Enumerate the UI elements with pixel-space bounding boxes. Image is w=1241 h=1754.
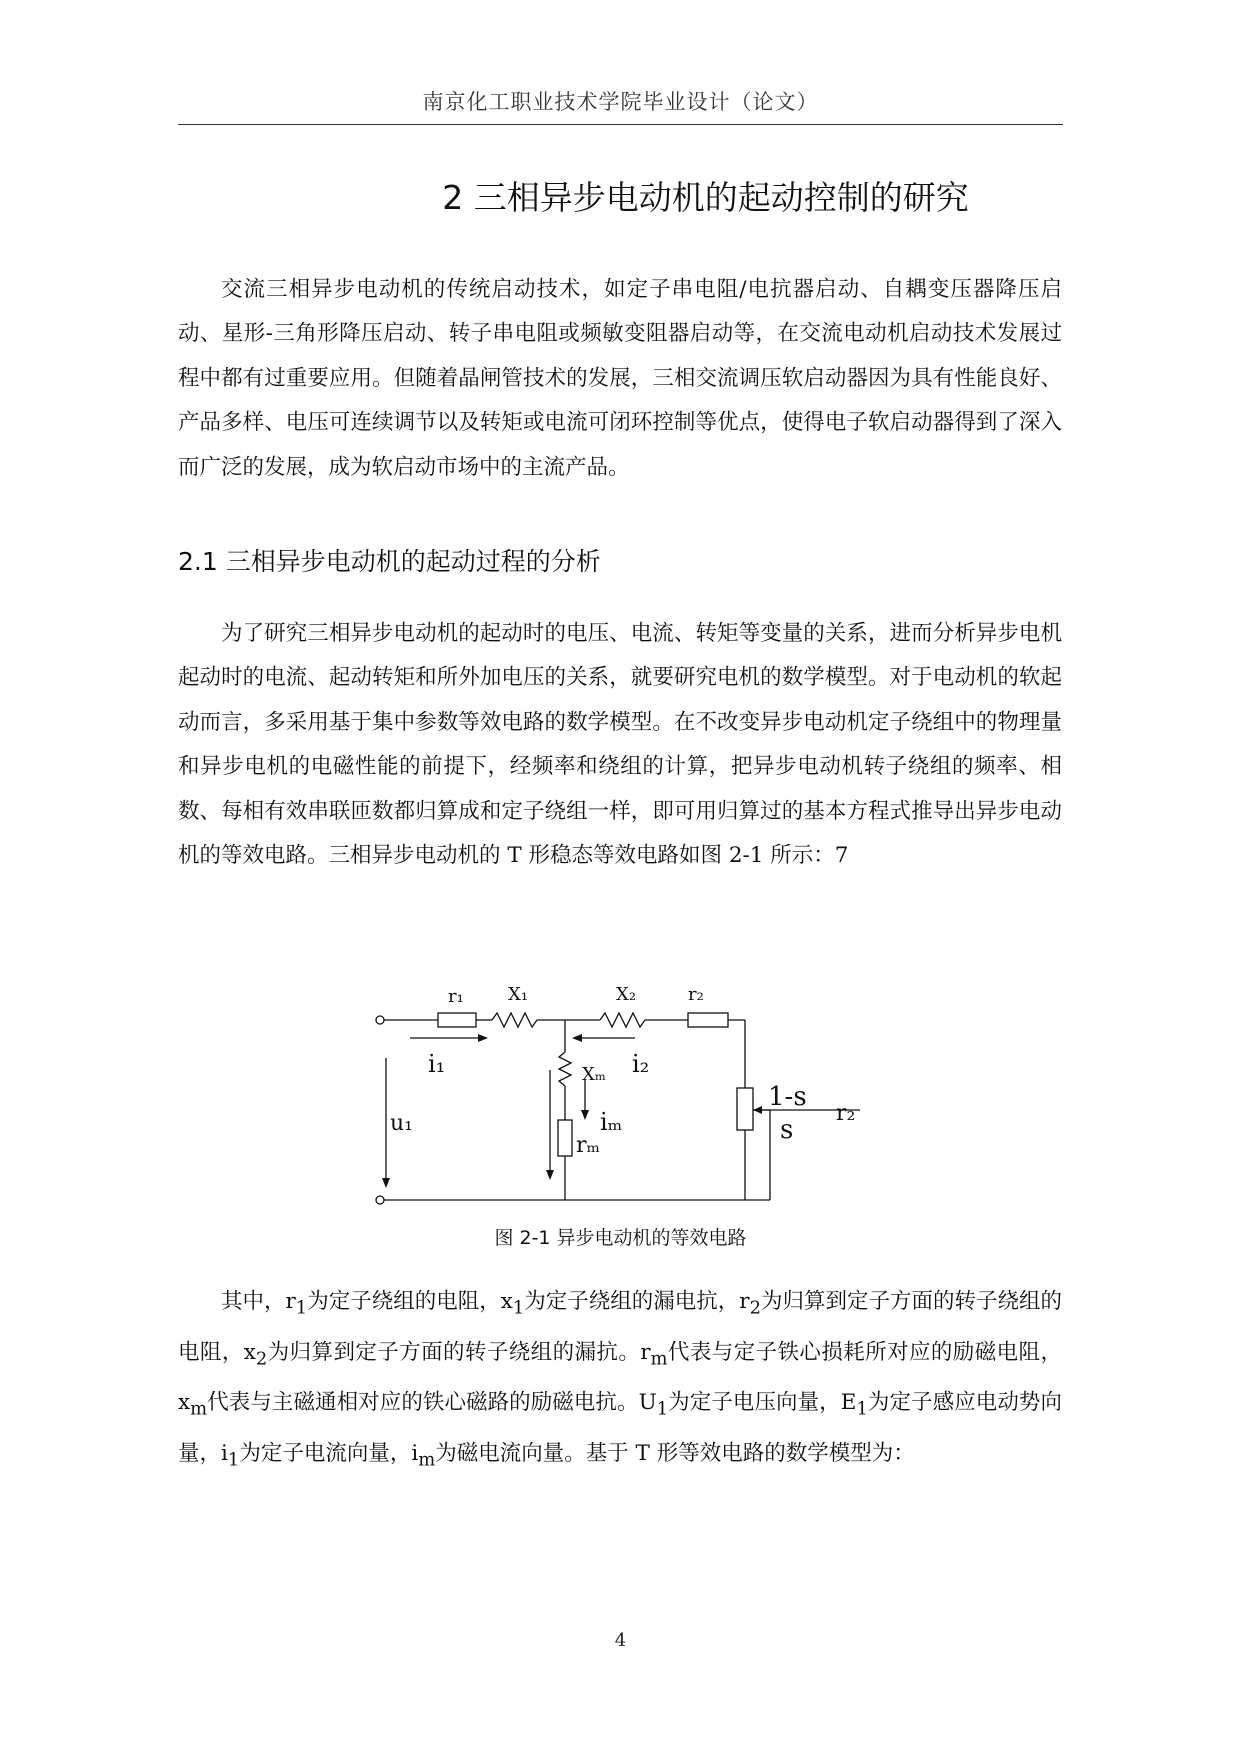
var-subscript: 2 xyxy=(255,1348,268,1369)
var-subscript: 2 xyxy=(749,1297,761,1319)
label-r2: r₂ xyxy=(688,984,704,1005)
text: 为磁电流向量。基于 T 形等效电路的数学模型为： xyxy=(435,1441,915,1467)
section-title: 2.1 三相异步电动机的起动过程的分析 xyxy=(178,547,601,576)
figure-caption: 图 2-1 异步电动机的等效电路 xyxy=(494,1227,747,1249)
resistor-r1 xyxy=(438,1013,476,1027)
label-i2: i₂ xyxy=(632,1050,650,1078)
header-divider xyxy=(178,124,1063,125)
var-E: E xyxy=(840,1390,857,1416)
text: 为定子电压向量， xyxy=(668,1390,841,1416)
label-frac-numerator: 1-s xyxy=(768,1082,807,1112)
var-subscript: 1 xyxy=(656,1398,669,1420)
var-x: x xyxy=(243,1339,256,1365)
var-subscript: 1 xyxy=(512,1297,525,1319)
var-r: r xyxy=(285,1289,296,1314)
label-u1: u₁ xyxy=(390,1111,413,1136)
page-number: 4 xyxy=(614,1630,627,1651)
text: 为归算到定子方面的转子绕组的电阻， xyxy=(178,1289,1062,1365)
var-subscript: 1 xyxy=(295,1297,308,1319)
text: 其中， xyxy=(221,1289,286,1314)
var-subscript: m xyxy=(650,1348,668,1369)
equivalent-circuit-figure xyxy=(370,970,930,1210)
label-x2: X₂ xyxy=(616,984,637,1005)
text: 为定子绕组的电阻， xyxy=(307,1289,501,1314)
label-i1: i₁ xyxy=(428,1050,446,1078)
label-x1: X₁ xyxy=(508,984,529,1005)
input-terminal-top xyxy=(376,1016,384,1024)
text: 代表与主磁通相对应的铁心磁路的励磁电抗。 xyxy=(207,1390,639,1416)
load-resistor xyxy=(737,1088,753,1130)
label-xm: Xₘ xyxy=(582,1064,606,1085)
text: 为定子感应电动势向量， xyxy=(178,1390,1062,1467)
analysis-paragraph: 为了研究三相异步电动机的起动时的电压、电流、转矩等变量的关系，进而分析异步电机起动时的电流、起动转矩和所外加电压的关系，就要研究电机的数学模型。对于电动机的软起动而言，多采用基于集中参数等效电路的数学模型。在不改变异步电动机定子绕组中的物理量和异步电机的电磁性能的前提下，经频率和绕组的计算，把异步电动机转子绕组的频率、相数、每相有效串联匝数都归算成和定子绕组一样，即可用归算过的基本方程式推导出异步电动机的等效电路。三相异步电动机的 T 形稳态等效电路如图 2-1 所示：7 xyxy=(178,621,1062,869)
var-subscript: m xyxy=(190,1398,208,1420)
var-r: r xyxy=(739,1289,750,1314)
chapter-title: 2 三相异步电动机的起动控制的研究 xyxy=(442,178,969,217)
var-i: i xyxy=(221,1441,228,1467)
label-frac-denominator: s xyxy=(780,1115,794,1145)
var-r: r xyxy=(640,1339,651,1365)
inductor-xm xyxy=(559,1052,571,1086)
text: 代表与定子铁心损耗所对应的励磁电阻， xyxy=(667,1339,1062,1365)
inductor-x1 xyxy=(492,1013,537,1027)
definitions-paragraph xyxy=(178,1280,1062,1483)
var-x: x xyxy=(500,1289,513,1314)
label-r2-load: r₂ xyxy=(836,1101,856,1126)
var-i: i xyxy=(411,1441,419,1467)
label-rm: rₘ xyxy=(576,1133,601,1158)
input-terminal-bottom xyxy=(376,1196,384,1204)
var-subscript: 1 xyxy=(227,1449,240,1471)
text: 为定子绕组的漏电抗， xyxy=(524,1289,740,1314)
text: 为归算到定子方面的转子绕组的漏抗。 xyxy=(267,1339,641,1365)
inductor-x2 xyxy=(600,1013,645,1027)
intro-paragraph: 交流三相异步电动机的传统启动技术，如定子串电阻/电抗器启动、自耦变压器降压启动、星形-三角形降压启动、转子串电阻或频敏变阻器启动等，在交流电动机启动技术发展过程中都有过重要应用。但随着晶闸管技术的发展，三相交流调压软启动器因为具有性能良好、产品多样、电压可连续调节以及转矩或电流可闭环控制等优点，使得电子软启动器得到了深入而广泛的发展，成为软启动市场中的主流产品。 xyxy=(178,277,1062,480)
page-header: 南京化工职业技术学院毕业设计（论文） xyxy=(422,90,819,114)
var-x: x xyxy=(178,1390,191,1416)
var-subscript: 1 xyxy=(856,1398,868,1420)
resistor-rm xyxy=(558,1120,572,1156)
var-subscript: m xyxy=(418,1449,436,1471)
label-r1: r₁ xyxy=(448,986,464,1007)
label-im: iₘ xyxy=(600,1108,623,1136)
var-U: U xyxy=(638,1390,657,1416)
text: 为定子电流向量， xyxy=(239,1441,412,1467)
resistor-r2 xyxy=(688,1013,728,1027)
